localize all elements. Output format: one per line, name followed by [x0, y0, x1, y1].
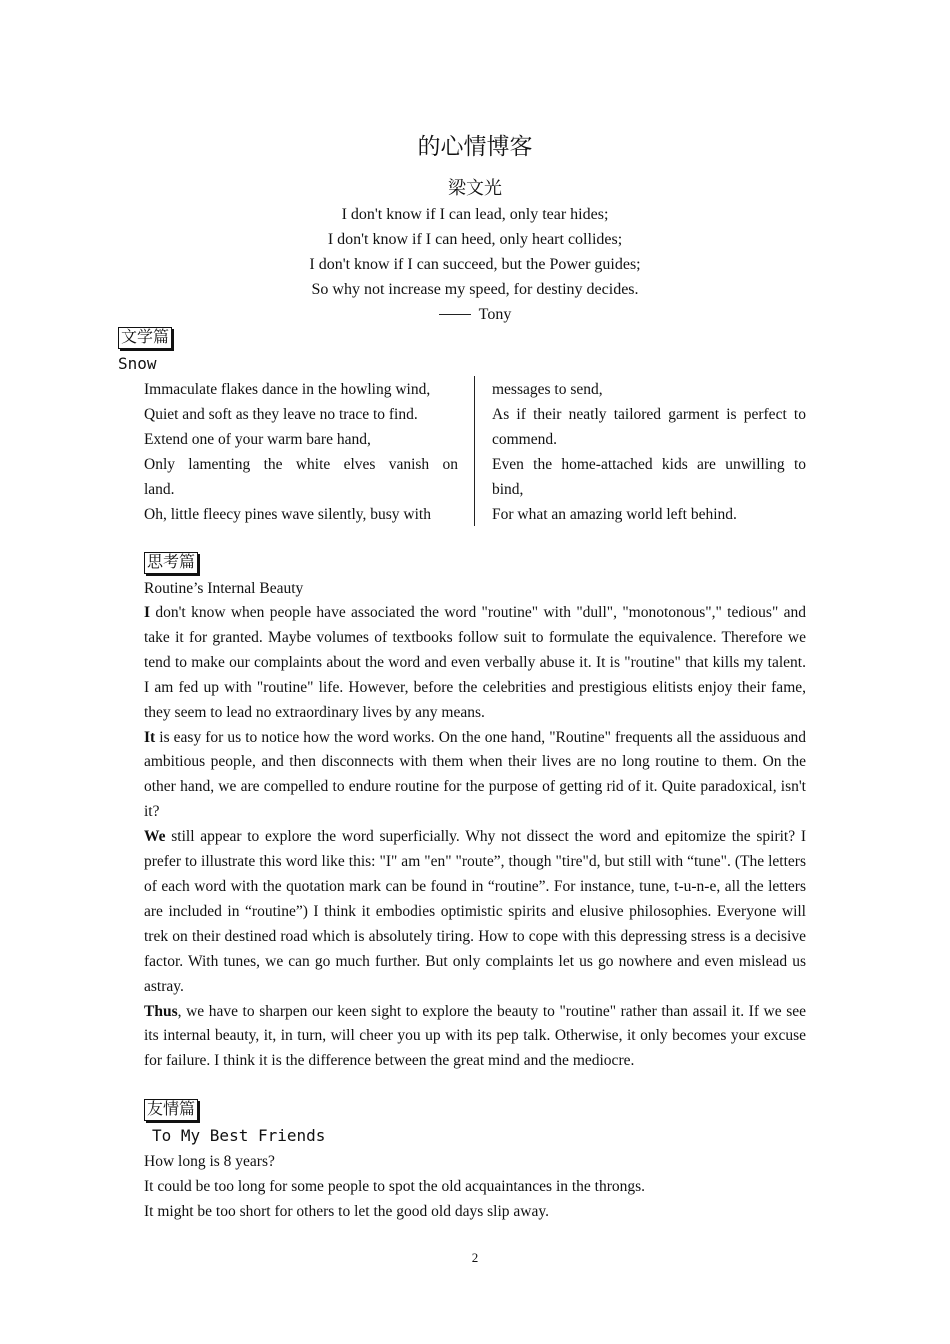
section-label-friendship: 友情篇 [144, 1099, 198, 1121]
poem-title: Snow [118, 354, 157, 373]
essay-title: Routine’s Internal Beauty [144, 580, 304, 597]
poem-line: As if their neatly tailored garment is perfect to [492, 406, 806, 423]
text-line: How long is 8 years? [144, 1153, 275, 1170]
paragraph-lead: It [144, 728, 156, 746]
paragraph-text: don't know when people have associated the word "routine" with "dull", "monotonous"," tedious" and take it for granted. Maybe volumes of textbooks follow suit to formulate the equivalence. Therefore we tend to make our complaints about the word and even verbally abuse it. It is "routine" that kills my talent. I am fed up with "routine" life. However, before the celebrities and prestigious elitists enjoy their fame, they seem to lead no extraordinary lives by any means. [144, 604, 806, 721]
section-label-literature: 文学篇 [118, 327, 172, 349]
piece-title: To My Best Friends [152, 1126, 326, 1145]
column-divider [474, 376, 475, 526]
poem-line: land. [144, 481, 175, 498]
text-line: It could be too long for some people to spot the old acquaintances in the throngs. [144, 1178, 646, 1195]
poem-line: Only lamenting the white elves vanish on [144, 456, 458, 473]
paragraph-text: , we have to sharpen our keen sight to explore the beauty to "routine" rather than assail it. If we see its internal beauty, it, in turn, will cheer you up with its pep talk. Otherwise, it only becomes your excuse for failure. I think it is the difference between the great mind and the mediocre. [144, 1002, 806, 1070]
motto-line: I don't know if I can succeed, but the Power guides; [309, 256, 641, 273]
poem-right-column [492, 377, 806, 527]
author-name: 梁文光 [448, 178, 502, 198]
motto-poem [0, 202, 950, 302]
poem-line: messages to send, [492, 381, 603, 398]
poem-line: commend. [492, 431, 557, 448]
poem-line: Quiet and soft as they leave no trace to find. [144, 406, 418, 423]
essay-body [144, 601, 806, 1074]
poem-line: Even the home-attached kids are unwilling to [492, 456, 806, 473]
paragraph-lead: I [144, 604, 151, 621]
paragraph-text: is easy for us to notice how the word works. On the one hand, "Routine" frequents all the assiduous and ambitious people, and then disconnects with them when their lives are no long routine to them. On the other hand, we are compelled to endure routine for the purpose of getting rid of it. Quite paradoxical, isn't it? [144, 728, 806, 821]
motto-signature [0, 302, 950, 327]
essay-paragraph [144, 726, 806, 826]
paragraph-lead: We [144, 828, 166, 846]
section-label-thinking: 思考篇 [144, 552, 198, 574]
motto-line: So why not increase my speed, for destiny decides. [311, 281, 639, 298]
poem-left-column [144, 377, 458, 527]
paragraph-lead: Thus [144, 1002, 178, 1020]
signature-name: Tony [478, 306, 512, 323]
poem-line: Oh, little fleecy pines wave silently, busy with [144, 506, 431, 523]
poem-line: For what an amazing world left behind. [492, 506, 737, 523]
motto-line: I don't know if I can lead, only tear hides; [341, 206, 609, 223]
signature-dash [439, 314, 471, 315]
page-number: 2 [471, 1250, 479, 1265]
page-title: 的心情博客 [417, 134, 533, 159]
poem-line: bind, [492, 481, 524, 498]
essay-paragraph [144, 1000, 806, 1075]
essay-paragraph [144, 601, 806, 726]
essay-paragraph [144, 825, 806, 999]
text-line: It might be too short for others to let the good old days slip away. [144, 1203, 549, 1220]
friendship-text [144, 1149, 806, 1224]
poem-line: Immaculate flakes dance in the howling wind, [144, 381, 431, 398]
paragraph-text: still appear to explore the word superficially. Why not dissect the word and epitomize the spirit? I prefer to illustrate this word like this: "I" am "en" "route”, though "tire"d, but still with “tune". (The letters of each word with the quotation mark can be found in “routine”. For instance, tune, t-u-n-e, all the letters are included in “routine”) I think it embodies optimistic spirits and elusive philosophies. Everyone will trek on their destined road which is absolutely tiring. How to cope with this depressing stress is a decisive factor. With tunes, we can go much further. But only complaints let us go nowhere and even mislead us astray. [144, 828, 806, 995]
poem-line: Extend one of your warm bare hand, [144, 431, 371, 448]
motto-line: I don't know if I can heed, only heart collides; [327, 231, 623, 248]
